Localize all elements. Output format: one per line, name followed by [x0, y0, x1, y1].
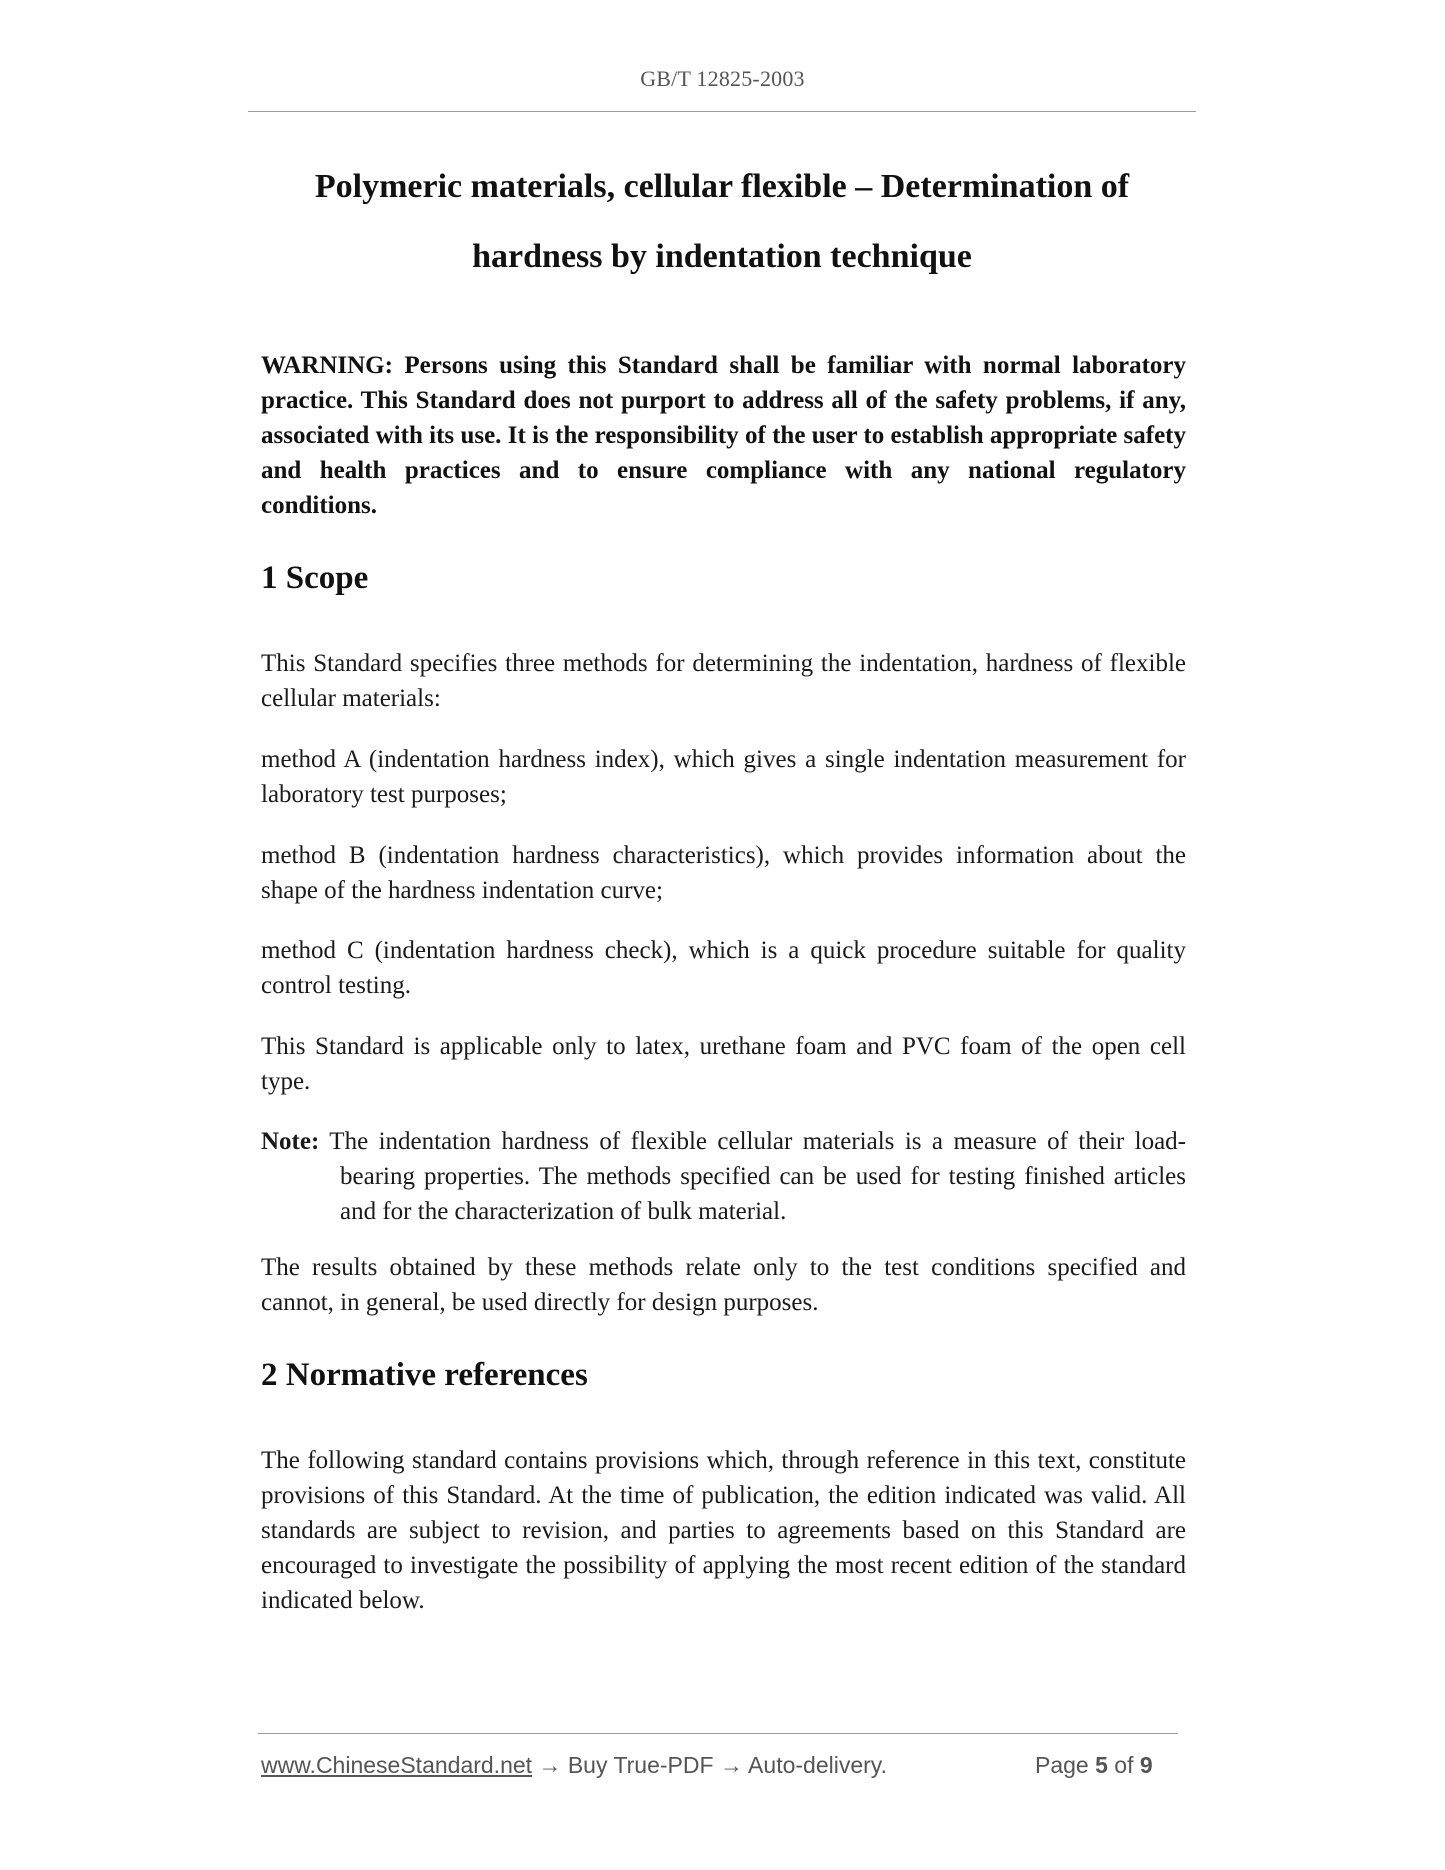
- total-pages-number: 9: [1139, 1752, 1153, 1778]
- chinesestandard-link[interactable]: www.ChineseStandard.net: [261, 1752, 533, 1778]
- note-label: Note:: [261, 1128, 320, 1155]
- method-c-paragraph: method C (indentation hardness check), which is a quick procedure suitable for quality control testing.: [261, 937, 1186, 999]
- current-page-number: 5: [1095, 1752, 1108, 1778]
- warning-paragraph: WARNING: Persons using this Standard shall be familiar with normal laboratory practice. This Standard does not purport to address all of the safety problems, if any, associated with its use. It is the responsibility of the user to establish appropriate safety and health practices and to ensure compliance with any national regulatory conditions.: [261, 352, 1186, 519]
- document-title: [248, 152, 1196, 292]
- method-a-paragraph: method A (indentation hardness index), which gives a single indentation measurement for laboratory test purposes;: [261, 746, 1186, 808]
- footer-promo: [261, 1752, 887, 1779]
- results-paragraph: The results obtained by these methods relate only to the test conditions specified and cannot, in general, be used directly for design purposes.: [261, 1254, 1186, 1316]
- page-indicator: [1035, 1752, 1153, 1779]
- scope-intro-paragraph: This Standard specifies three methods for determining the indentation, hardness of flexible cellular materials:: [261, 650, 1186, 712]
- section-heading-normative-references: 2 Normative references: [261, 1357, 588, 1393]
- applicability-paragraph: This Standard is applicable only to latex, urethane foam and PVC foam of the open cell type.: [261, 1033, 1186, 1095]
- section-heading-scope: 1 Scope: [261, 560, 369, 596]
- header-divider: [248, 111, 1196, 112]
- method-b-paragraph: method B (indentation hardness characteristics), which provides information about the shape of the hardness indentation curve;: [261, 842, 1186, 904]
- page-of-label: of: [1114, 1752, 1134, 1778]
- title-line-1: Polymeric materials, cellular flexible – Determination of: [314, 168, 1130, 205]
- title-line-2: hardness by indentation technique: [472, 238, 972, 275]
- normative-references-paragraph: The following standard contains provisions which, through reference in this text, constitute provisions of this Standard. At the time of publication, the edition indicated was valid. All standards are subject to revision, and parties to agreements based on this Standard are encouraged to investigate the possibility of applying the most recent edition of the standard indicated below.: [261, 1447, 1186, 1614]
- note-paragraph: [261, 1124, 1186, 1229]
- note-text: The indentation hardness of flexible cellular materials is a measure of their load-bearing properties. The methods specified can be used for testing finished articles and for the characterization of bulk material.: [329, 1128, 1186, 1225]
- footer-divider: [258, 1733, 1178, 1734]
- page-label: Page: [1035, 1752, 1089, 1778]
- buy-true-pdf-text: → Buy True-PDF → Auto-delivery.: [538, 1752, 887, 1778]
- standard-code-header: GB/T 12825-2003: [640, 66, 805, 91]
